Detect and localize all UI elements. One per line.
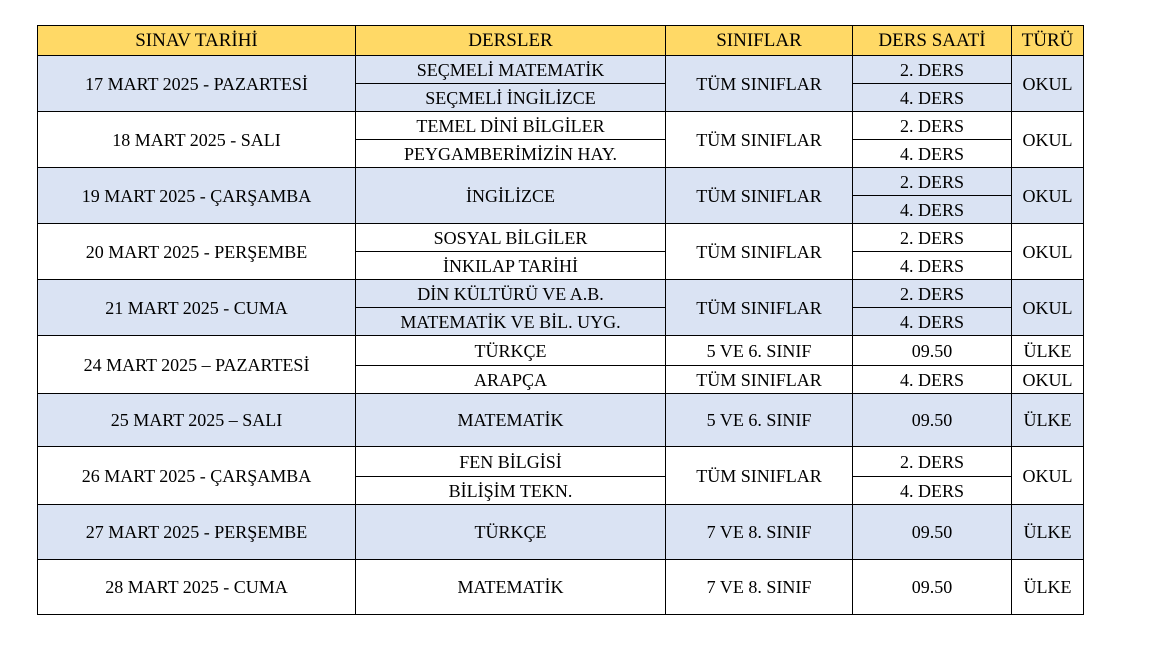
subject: İNKILAP TARİHİ xyxy=(356,252,666,280)
subject: SEÇMELİ İNGİLİZCE xyxy=(356,84,666,112)
exam-date: 27 MART 2025 - PERŞEMBE xyxy=(38,505,356,560)
table-row xyxy=(38,56,1084,84)
header-period: DERS SAATİ xyxy=(853,26,1012,56)
exam-date: 21 MART 2025 - CUMA xyxy=(38,280,356,336)
exam-date: 20 MART 2025 - PERŞEMBE xyxy=(38,224,356,280)
exam-date: 25 MART 2025 – SALI xyxy=(38,394,356,447)
period: 09.50 xyxy=(853,505,1012,560)
table-row xyxy=(38,394,1084,447)
header-subjects: DERSLER xyxy=(356,26,666,56)
exam-type: OKUL xyxy=(1012,224,1084,280)
period: 4. DERS xyxy=(853,140,1012,168)
subject: PEYGAMBERİMİZİN HAY. xyxy=(356,140,666,168)
header-type: TÜRÜ xyxy=(1012,26,1084,56)
exam-type: OKUL xyxy=(1012,112,1084,168)
table-row xyxy=(38,447,1084,477)
classes: 5 VE 6. SINIF xyxy=(666,336,853,366)
period: 2. DERS xyxy=(853,112,1012,140)
table-row xyxy=(38,280,1084,308)
classes: TÜM SINIFLAR xyxy=(666,280,853,336)
exam-type: OKUL xyxy=(1012,280,1084,336)
table-header-row xyxy=(38,26,1084,56)
header-date: SINAV TARİHİ xyxy=(38,26,356,56)
exam-date: 24 MART 2025 – PAZARTESİ xyxy=(38,336,356,394)
table-row xyxy=(38,168,1084,196)
subject: FEN BİLGİSİ xyxy=(356,447,666,477)
classes: TÜM SINIFLAR xyxy=(666,366,853,394)
table-row xyxy=(38,505,1084,560)
exam-type: OKUL xyxy=(1012,168,1084,224)
subject: TEMEL DİNİ BİLGİLER xyxy=(356,112,666,140)
period: 4. DERS xyxy=(853,308,1012,336)
subject: DİN KÜLTÜRÜ VE A.B. xyxy=(356,280,666,308)
exam-date: 17 MART 2025 - PAZARTESİ xyxy=(38,56,356,112)
exam-date: 18 MART 2025 - SALI xyxy=(38,112,356,168)
exam-type: ÜLKE xyxy=(1012,560,1084,615)
classes: TÜM SINIFLAR xyxy=(666,56,853,112)
period: 4. DERS xyxy=(853,477,1012,505)
period: 09.50 xyxy=(853,394,1012,447)
subject: İNGİLİZCE xyxy=(356,168,666,224)
exam-type: ÜLKE xyxy=(1012,505,1084,560)
table-row xyxy=(38,560,1084,615)
exam-type: OKUL xyxy=(1012,447,1084,505)
table-row xyxy=(38,224,1084,252)
classes: 7 VE 8. SINIF xyxy=(666,560,853,615)
subject: MATEMATİK VE BİL. UYG. xyxy=(356,308,666,336)
period: 2. DERS xyxy=(853,168,1012,196)
header-classes: SINIFLAR xyxy=(666,26,853,56)
classes: 5 VE 6. SINIF xyxy=(666,394,853,447)
classes: 7 VE 8. SINIF xyxy=(666,505,853,560)
classes: TÜM SINIFLAR xyxy=(666,168,853,224)
period: 09.50 xyxy=(853,336,1012,366)
exam-date: 26 MART 2025 - ÇARŞAMBA xyxy=(38,447,356,505)
table-row xyxy=(38,112,1084,140)
exam-type: ÜLKE xyxy=(1012,394,1084,447)
subject: MATEMATİK xyxy=(356,394,666,447)
period: 09.50 xyxy=(853,560,1012,615)
table-row xyxy=(38,336,1084,366)
period: 2. DERS xyxy=(853,224,1012,252)
subject: ARAPÇA xyxy=(356,366,666,394)
exam-date: 28 MART 2025 - CUMA xyxy=(38,560,356,615)
exam-type: OKUL xyxy=(1012,366,1084,394)
classes: TÜM SINIFLAR xyxy=(666,224,853,280)
subject: BİLİŞİM TEKN. xyxy=(356,477,666,505)
subject: MATEMATİK xyxy=(356,560,666,615)
period: 2. DERS xyxy=(853,280,1012,308)
exam-date: 19 MART 2025 - ÇARŞAMBA xyxy=(38,168,356,224)
period: 2. DERS xyxy=(853,447,1012,477)
exam-type: ÜLKE xyxy=(1012,336,1084,366)
classes: TÜM SINIFLAR xyxy=(666,112,853,168)
period: 4. DERS xyxy=(853,84,1012,112)
period: 2. DERS xyxy=(853,56,1012,84)
period: 4. DERS xyxy=(853,196,1012,224)
exam-type: OKUL xyxy=(1012,56,1084,112)
classes: TÜM SINIFLAR xyxy=(666,447,853,505)
subject: TÜRKÇE xyxy=(356,505,666,560)
subject: SEÇMELİ MATEMATİK xyxy=(356,56,666,84)
subject: SOSYAL BİLGİLER xyxy=(356,224,666,252)
period: 4. DERS xyxy=(853,366,1012,394)
subject: TÜRKÇE xyxy=(356,336,666,366)
period: 4. DERS xyxy=(853,252,1012,280)
exam-schedule-table xyxy=(37,25,1084,615)
